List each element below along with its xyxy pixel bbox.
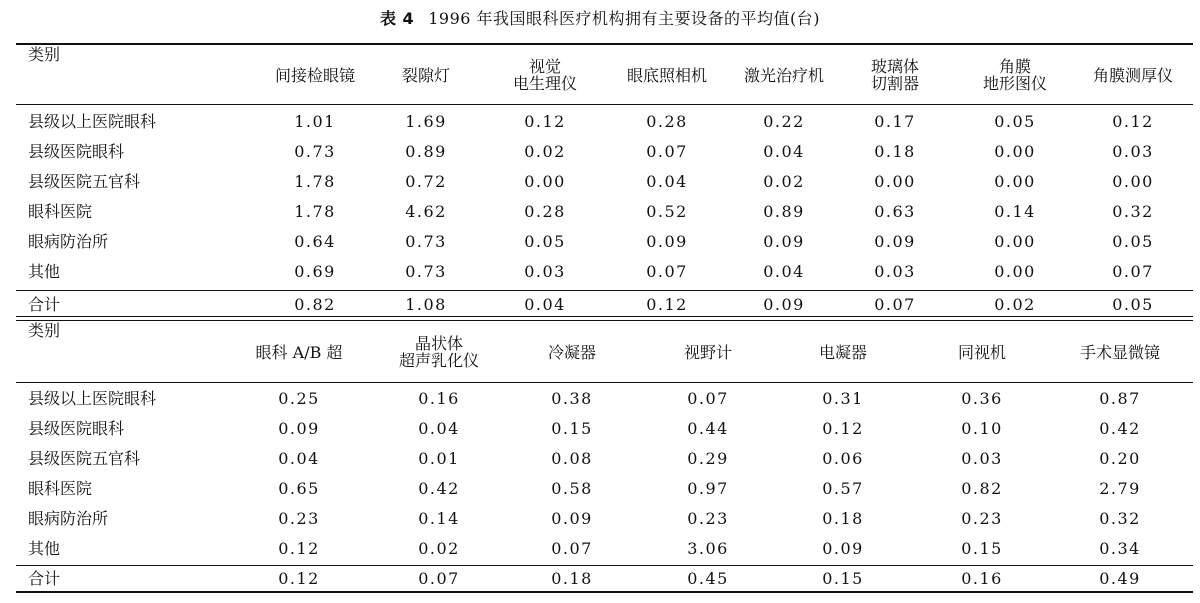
table-cell: 1.01 [294,111,336,131]
table-cell: 3.06 [687,538,729,558]
table-cell: 0.31 [822,388,864,408]
table-caption [0,6,1200,29]
table-cell: 0.22 [763,111,805,131]
table-cell: 2.79 [1099,478,1141,498]
table-cell: 0.04 [278,448,320,468]
table-cell: 0.63 [874,201,916,221]
table-row [16,413,1193,443]
table-cell: 0.00 [994,231,1036,251]
table-cell: 0.00 [524,171,566,191]
table-cell: 0.49 [1099,569,1141,588]
table-cell: 0.73 [405,231,447,251]
column-header-line: 电凝器 [818,342,867,362]
column-header-line: 超声乳化仪 [398,351,479,370]
total-row [16,291,1193,317]
table-cell: 0.18 [551,569,593,588]
table-cell: 0.18 [822,508,864,528]
table-cell: 0.12 [278,569,320,588]
table-cell: 0.16 [418,388,460,408]
table-cell: 0.44 [687,418,729,438]
column-header [902,322,1062,382]
table-cell: 0.23 [278,508,320,528]
table-cell: 0.20 [1099,448,1141,468]
row-label: 合计 [28,569,61,588]
table-cell: 0.58 [551,478,593,498]
table-title: 1996 年我国眼科医疗机构拥有主要设备的平均值(台) [428,9,820,28]
table-cell: 0.82 [294,294,336,314]
table-cell: 0.09 [874,231,916,251]
double-rule-b [16,320,1193,321]
table-row [16,383,1193,413]
table-cell: 4.62 [405,201,447,221]
column-header-line: 类别 [28,321,61,340]
table-cell: 0.72 [405,171,447,191]
table-cell: 0.42 [418,478,460,498]
table-cell: 0.05 [1112,231,1154,251]
top-rule [16,43,1193,45]
table-cell: 0.89 [405,141,447,161]
column-header-line: 视觉 [528,57,561,76]
table-cell: 0.05 [994,111,1036,131]
table-cell: 0.16 [961,569,1003,588]
column-header-line: 眼科 A/B 超 [255,342,343,362]
table-cell: 0.42 [1099,418,1141,438]
table-cell: 0.12 [646,294,688,314]
table-row [16,533,1193,563]
table-cell: 0.09 [551,508,593,528]
row-label: 其他 [28,261,61,281]
table-cell: 0.00 [994,171,1036,191]
column-header-line: 角膜测厚仪 [1092,65,1173,85]
table-cell: 0.03 [1112,141,1154,161]
table-cell: 0.57 [822,478,864,498]
table-cell: 0.65 [278,478,320,498]
table-cell: 0.02 [994,294,1036,314]
table-cell: 0.18 [874,141,916,161]
table-cell: 0.04 [763,261,805,281]
table-cell: 1.78 [294,201,336,221]
table-cell: 0.15 [822,569,864,588]
header-row [16,46,1193,104]
table-cell: 0.15 [551,418,593,438]
table-cell: 0.04 [646,171,688,191]
table-cell: 0.45 [687,569,729,588]
table-row [16,503,1193,533]
table-cell: 0.32 [1112,201,1154,221]
column-header-line: 视野计 [683,342,732,362]
row-label: 合计 [28,294,61,314]
column-header [28,46,60,104]
column-header-line: 晶状体 [414,334,463,353]
column-header-line: 玻璃体 [870,57,919,76]
table-cell: 0.03 [874,261,916,281]
table-cell: 0.29 [687,448,729,468]
table-cell: 1.69 [405,111,447,131]
table-cell: 0.04 [418,418,460,438]
column-header-line: 角膜 [998,57,1031,76]
table-cell: 0.09 [763,231,805,251]
row-label: 县级以上医院眼科 [28,388,157,408]
table-cell: 0.23 [961,508,1003,528]
table-cell: 0.12 [1112,111,1154,131]
column-header-line: 电生理仪 [512,74,577,93]
table-cell: 0.32 [1099,508,1141,528]
table-cell: 0.97 [687,478,729,498]
table-cell: 0.00 [1112,171,1154,191]
header-rule-1 [16,104,1193,105]
row-label: 县级医院五官科 [28,171,141,191]
table-cell: 0.73 [405,261,447,281]
table-cell: 0.05 [524,231,566,251]
table-cell: 0.02 [763,171,805,191]
table-cell: 0.07 [646,261,688,281]
table-cell: 0.04 [524,294,566,314]
table-cell: 0.17 [874,111,916,131]
table-cell: 0.28 [646,111,688,131]
table-cell: 0.64 [294,231,336,251]
table-cell: 0.04 [763,141,805,161]
table-cell: 0.89 [763,201,805,221]
row-label: 眼病防治所 [28,508,109,528]
column-header [28,322,60,382]
table-row [16,166,1193,196]
table-cell: 0.07 [1112,261,1154,281]
column-header-line: 手术显微镜 [1079,342,1160,362]
column-header-line: 间接检眼镜 [274,65,355,85]
table-cell: 0.09 [763,294,805,314]
table-cell: 0.05 [1112,294,1154,314]
row-label: 县级医院眼科 [28,141,125,161]
table-cell: 0.07 [874,294,916,314]
table-row [16,256,1193,286]
column-header-line: 冷凝器 [547,342,596,362]
table-cell: 0.12 [524,111,566,131]
table-cell: 0.06 [822,448,864,468]
column-header-line: 激光治疗机 [743,65,824,85]
table-cell: 0.34 [1099,538,1141,558]
table-cell: 0.14 [418,508,460,528]
table-cell: 0.23 [687,508,729,528]
table-row [16,196,1193,226]
table-cell: 0.00 [994,261,1036,281]
table-cell: 1.08 [405,294,447,314]
column-header [1053,46,1200,104]
table-cell: 0.02 [524,141,566,161]
table-cell: 0.09 [822,538,864,558]
table-row [16,136,1193,166]
table-cell: 0.52 [646,201,688,221]
column-header-line: 地形图仪 [982,74,1047,93]
table-cell: 0.09 [278,418,320,438]
table-cell: 0.07 [418,569,460,588]
table-cell: 0.87 [1099,388,1141,408]
column-header-line: 类别 [28,45,61,64]
table-cell: 0.73 [294,141,336,161]
table-cell: 0.12 [278,538,320,558]
table-cell: 0.03 [961,448,1003,468]
table-row [16,106,1193,136]
table-row [16,443,1193,473]
bottom-rule [16,591,1193,593]
table-cell: 0.03 [524,261,566,281]
table-cell: 0.01 [418,448,460,468]
table-cell: 0.25 [278,388,320,408]
row-label: 县级医院五官科 [28,448,141,468]
table-cell: 0.02 [418,538,460,558]
table-cell: 0.00 [874,171,916,191]
table-cell: 0.14 [994,201,1036,221]
column-header-line: 眼底照相机 [626,65,707,85]
table-row [16,226,1193,256]
row-label: 眼科医院 [28,478,93,498]
row-label: 县级医院眼科 [28,418,125,438]
column-header-line: 同视机 [957,342,1006,362]
table-label: 表 4 [379,9,415,28]
table-cell: 0.69 [294,261,336,281]
table-cell: 0.08 [551,448,593,468]
column-header [1040,322,1200,382]
table-cell: 0.07 [551,538,593,558]
table-cell: 0.09 [646,231,688,251]
column-header [219,322,379,382]
header-row [16,322,1193,382]
column-header-line: 裂隙灯 [401,65,450,85]
table-cell: 0.07 [687,388,729,408]
table-cell: 0.07 [646,141,688,161]
row-label: 县级以上医院眼科 [28,111,157,131]
table-cell: 0.12 [822,418,864,438]
row-label: 眼科医院 [28,201,93,221]
table-row [16,473,1193,503]
column-header-line: 切割器 [870,74,919,93]
column-header [763,322,923,382]
total-row [16,566,1193,591]
table-cell: 0.36 [961,388,1003,408]
table-cell: 0.28 [524,201,566,221]
table-cell: 0.10 [961,418,1003,438]
table-cell: 0.82 [961,478,1003,498]
row-label: 其他 [28,538,61,558]
row-label: 眼病防治所 [28,231,109,251]
table-cell: 0.38 [551,388,593,408]
table-cell: 0.15 [961,538,1003,558]
table-cell: 1.78 [294,171,336,191]
table-cell: 0.00 [994,141,1036,161]
